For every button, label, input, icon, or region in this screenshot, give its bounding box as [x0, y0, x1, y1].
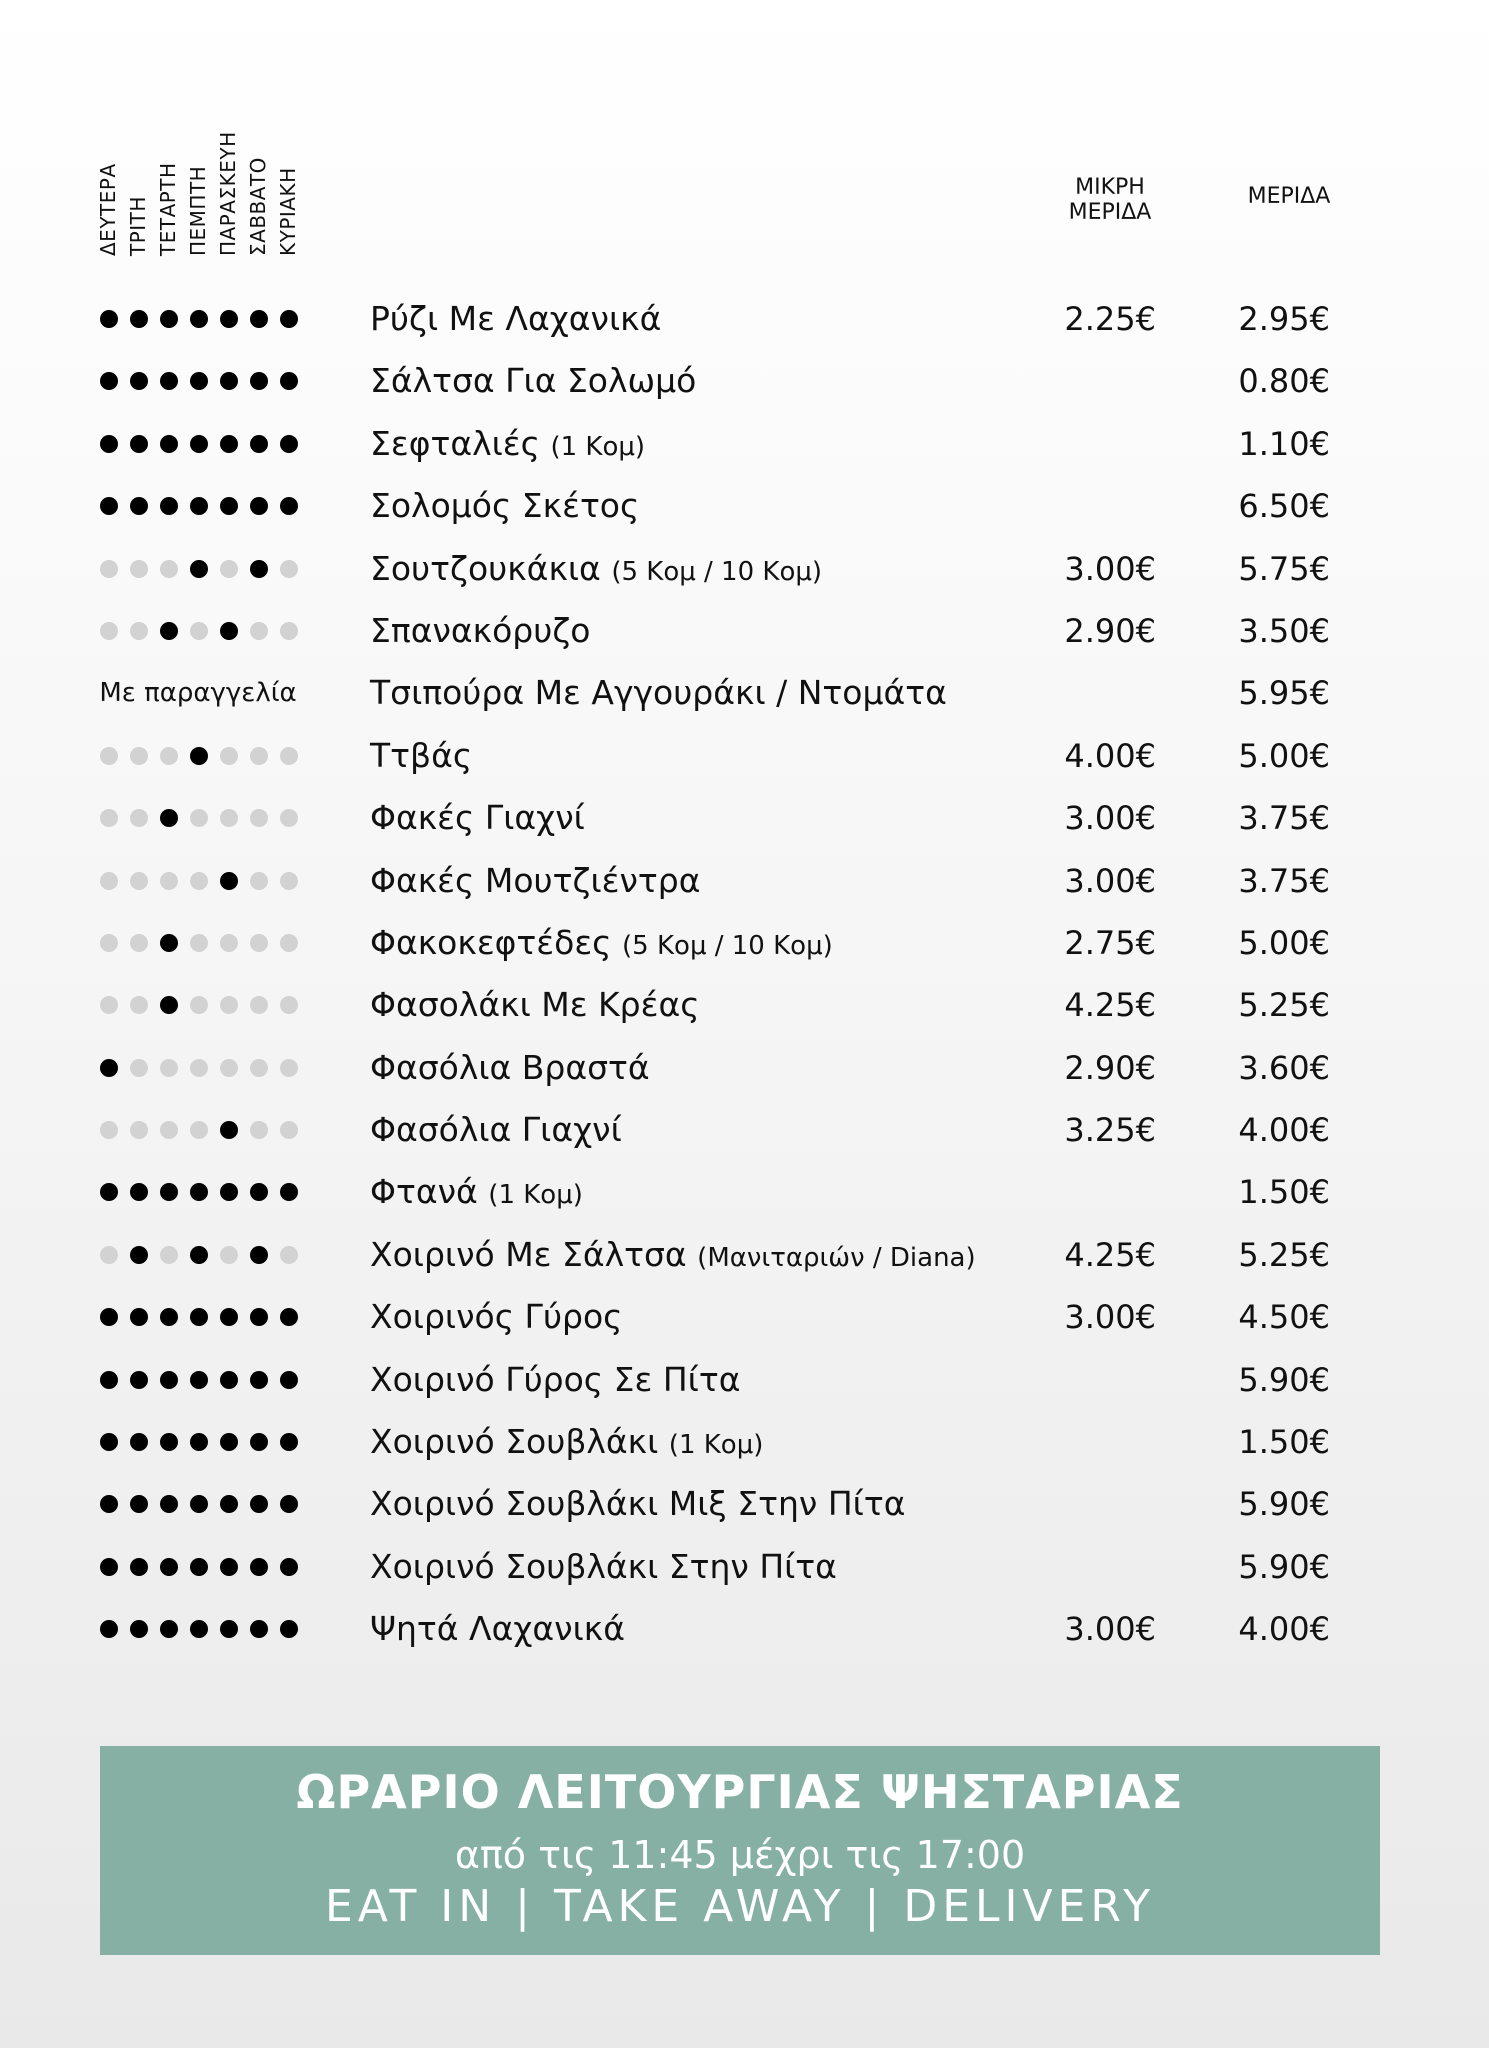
available-dot: [220, 310, 238, 328]
unavailable-dot: [280, 1246, 298, 1264]
available-dot: [220, 1620, 238, 1638]
dish-name: Φτανά: [370, 1172, 478, 1212]
available-dot: [100, 1620, 118, 1638]
unavailable-dot: [280, 1059, 298, 1077]
availability-dots: [100, 868, 310, 894]
available-dot: [190, 1620, 208, 1638]
price-small-portion: 4.25€: [1064, 1235, 1156, 1274]
available-dot: [220, 372, 238, 390]
dish-name: Χοιρινό Σουβλάκι Μιξ Στην Πίτα: [370, 1484, 906, 1524]
dish-quantity-note: (5 Κομ / 10 Κομ): [611, 556, 823, 587]
column-header-portion: ΜΕΡΙΔΑ: [1247, 184, 1331, 209]
availability-dots: [100, 493, 310, 519]
available-dot: [100, 1183, 118, 1201]
unavailable-dot: [220, 560, 238, 578]
day-label-monday: ΔΕΥΤΕΡΑ: [96, 163, 120, 256]
available-dot: [190, 1308, 208, 1326]
unavailable-dot: [250, 747, 268, 765]
availability-dots: [100, 1117, 310, 1143]
available-dot: [280, 1433, 298, 1451]
available-dot: [250, 1308, 268, 1326]
unavailable-dot: [100, 1121, 118, 1139]
price-portion: 5.00€: [1238, 736, 1330, 775]
unavailable-dot: [100, 560, 118, 578]
price-portion: 5.90€: [1238, 1547, 1330, 1586]
available-dot: [190, 1371, 208, 1389]
day-label-sunday: ΚΥΡΙΑΚΗ: [276, 167, 300, 256]
unavailable-dot: [220, 1059, 238, 1077]
dish-name-line: [370, 612, 590, 650]
unavailable-dot: [280, 1121, 298, 1139]
available-dot: [250, 560, 268, 578]
dish-name: Φασολάκι Με Κρέας: [370, 985, 700, 1025]
dish-name: Φακές Μουτζιέντρα: [370, 860, 701, 900]
available-dot: [280, 1495, 298, 1513]
price-small-portion: 3.00€: [1064, 861, 1156, 900]
price-portion: 5.00€: [1238, 923, 1330, 962]
dish-name: Σάλτσα Για Σολωμό: [370, 361, 697, 401]
available-dot: [250, 1246, 268, 1264]
available-dot: [280, 1620, 298, 1638]
available-dot: [250, 497, 268, 515]
unavailable-dot: [280, 872, 298, 890]
available-dot: [160, 809, 178, 827]
menu-item-row: [0, 1598, 1489, 1660]
unavailable-dot: [190, 1059, 208, 1077]
available-dot: [190, 1246, 208, 1264]
banner-hours: από τις 11:45 μέχρι τις 17:00: [454, 1833, 1026, 1877]
price-portion: 3.60€: [1238, 1048, 1330, 1087]
menu-item-row: [0, 1349, 1489, 1411]
available-dot: [130, 310, 148, 328]
order-only-note: Με παραγγελία: [99, 678, 297, 709]
price-portion: 3.50€: [1238, 611, 1330, 650]
price-small-portion: 2.90€: [1064, 611, 1156, 650]
dish-name: Χοιρινό Γύρος Σε Πίτα: [370, 1359, 741, 1399]
dish-name-line: [370, 1111, 622, 1149]
dish-name: Τσιπούρα Με Αγγουράκι / Ντομάτα: [370, 673, 947, 713]
availability-dots: [100, 1429, 310, 1455]
unavailable-dot: [250, 1121, 268, 1139]
unavailable-dot: [220, 934, 238, 952]
available-dot: [100, 372, 118, 390]
dish-name-line: [370, 1361, 740, 1399]
available-dot: [250, 372, 268, 390]
dish-name: Σολομός Σκέτος: [370, 486, 640, 526]
available-dot: [250, 1371, 268, 1389]
available-dot: [220, 1558, 238, 1576]
available-dot: [100, 497, 118, 515]
available-dot: [250, 1183, 268, 1201]
dish-name: Χοιρινό Με Σάλτσα: [370, 1234, 687, 1274]
availability-dots: [100, 805, 310, 831]
available-dot: [190, 372, 208, 390]
price-small-portion: 2.90€: [1064, 1048, 1156, 1087]
price-small-portion: 3.00€: [1064, 1610, 1156, 1649]
dish-quantity-note: (1 Κομ): [550, 431, 646, 462]
availability-dots: [100, 992, 310, 1018]
menu-item-row: [0, 725, 1489, 787]
available-dot: [280, 1558, 298, 1576]
unavailable-dot: [160, 1059, 178, 1077]
price-portion: 1.10€: [1238, 424, 1330, 463]
menu-item-row: [0, 600, 1489, 662]
availability-dots: [100, 1616, 310, 1642]
dish-name: Ρύζι Με Λαχανικά: [370, 299, 662, 338]
price-portion: 1.50€: [1238, 1173, 1330, 1212]
available-dot: [280, 1371, 298, 1389]
menu-item-row: [0, 538, 1489, 600]
unavailable-dot: [130, 1121, 148, 1139]
available-dot: [250, 1495, 268, 1513]
dish-name: Σουτζουκάκια: [370, 548, 601, 588]
available-dot: [160, 1371, 178, 1389]
unavailable-dot: [100, 809, 118, 827]
available-dot: [280, 1308, 298, 1326]
unavailable-dot: [280, 622, 298, 640]
dish-name: Φασόλια Βραστά: [370, 1047, 650, 1087]
available-dot: [220, 622, 238, 640]
unavailable-dot: [220, 1246, 238, 1264]
availability-dots: [100, 743, 310, 769]
menu-item-row: [0, 974, 1489, 1036]
available-dot: [190, 747, 208, 765]
available-dot: [160, 1558, 178, 1576]
dish-name-line: [370, 1049, 650, 1087]
available-dot: [130, 372, 148, 390]
available-dot: [190, 1433, 208, 1451]
availability-dots: [100, 1242, 310, 1268]
available-dot: [250, 435, 268, 453]
price-portion: 1.50€: [1238, 1423, 1330, 1462]
dish-name-line: [370, 1173, 583, 1214]
availability-dots: [100, 431, 310, 457]
day-label-tuesday: ΤΡΙΤΗ: [126, 196, 150, 256]
dish-name-line: [370, 986, 700, 1024]
day-label-thursday: ΠΕΜΠΤΗ: [186, 165, 210, 256]
dish-name: Σπανακόρυζο: [370, 610, 591, 650]
dish-name: Φακές Γιαχνί: [370, 798, 585, 838]
banner-title: ΩΡΑΡΙΟ ΛΕΙΤΟΥΡΓΙΑΣ ΨΗΣΤΑΡΙΑΣ: [296, 1765, 1184, 1819]
availability-dots: [100, 930, 310, 956]
available-dot: [190, 1183, 208, 1201]
available-dot: [130, 1371, 148, 1389]
unavailable-dot: [220, 996, 238, 1014]
price-small-portion: 4.25€: [1064, 986, 1156, 1025]
banner-service-modes: EAT IN | TAKE AWAY | DELIVERY: [324, 1881, 1156, 1932]
dish-name: Ττβάς: [370, 735, 473, 775]
menu-item-row: [0, 1473, 1489, 1535]
unavailable-dot: [190, 622, 208, 640]
unavailable-dot: [280, 934, 298, 952]
dish-name: Φακοκεφτέδες: [370, 922, 612, 962]
dish-name-line: [370, 1423, 763, 1464]
available-dot: [190, 560, 208, 578]
price-portion: 5.90€: [1238, 1360, 1330, 1399]
available-dot: [160, 1183, 178, 1201]
unavailable-dot: [100, 747, 118, 765]
available-dot: [250, 1620, 268, 1638]
available-dot: [220, 1183, 238, 1201]
unavailable-dot: [130, 747, 148, 765]
price-portion: 4.00€: [1238, 1610, 1330, 1649]
unavailable-dot: [160, 1121, 178, 1139]
available-dot: [130, 1433, 148, 1451]
price-portion: 5.25€: [1238, 1235, 1330, 1274]
available-dot: [280, 497, 298, 515]
unavailable-dot: [250, 1059, 268, 1077]
dish-name-line: [370, 674, 947, 712]
dish-name-line: [370, 1548, 837, 1586]
price-small-portion: 3.25€: [1064, 1111, 1156, 1150]
available-dot: [250, 310, 268, 328]
available-dot: [100, 1059, 118, 1077]
unavailable-dot: [160, 1246, 178, 1264]
unavailable-dot: [250, 622, 268, 640]
available-dot: [130, 1495, 148, 1513]
available-dot: [250, 1558, 268, 1576]
unavailable-dot: [190, 1121, 208, 1139]
price-small-portion: 3.00€: [1064, 1298, 1156, 1337]
available-dot: [250, 1433, 268, 1451]
menu-item-row: [0, 1286, 1489, 1348]
available-dot: [280, 310, 298, 328]
available-dot: [160, 934, 178, 952]
dish-name-line: [370, 1485, 905, 1523]
unavailable-dot: [130, 996, 148, 1014]
unavailable-dot: [100, 622, 118, 640]
dish-name: Χοιρινό Σουβλάκι Στην Πίτα: [370, 1546, 837, 1586]
available-dot: [160, 622, 178, 640]
available-dot: [130, 1246, 148, 1264]
available-dot: [160, 310, 178, 328]
available-dot: [130, 435, 148, 453]
unavailable-dot: [250, 934, 268, 952]
unavailable-dot: [250, 809, 268, 827]
unavailable-dot: [280, 560, 298, 578]
unavailable-dot: [100, 996, 118, 1014]
available-dot: [160, 497, 178, 515]
unavailable-dot: [220, 809, 238, 827]
dish-name-line: [370, 1298, 623, 1336]
column-header-small-portion: ΜΙΚΡΗ ΜΕΡΙΔΑ: [1068, 175, 1152, 225]
price-small-portion: 4.00€: [1064, 736, 1156, 775]
dish-name-line: [370, 550, 822, 591]
price-portion: 6.50€: [1238, 487, 1330, 526]
dish-name: Φασόλια Γιαχνί: [370, 1110, 622, 1150]
price-portion: 2.95€: [1238, 300, 1330, 338]
unavailable-dot: [160, 560, 178, 578]
unavailable-dot: [190, 809, 208, 827]
menu-item-row: [0, 413, 1489, 475]
price-small-portion: 3.00€: [1064, 549, 1156, 588]
menu-item-row: [0, 912, 1489, 974]
price-portion: 5.75€: [1238, 549, 1330, 588]
unavailable-dot: [250, 996, 268, 1014]
available-dot: [100, 1308, 118, 1326]
available-dot: [190, 435, 208, 453]
availability-dots: [100, 1367, 310, 1393]
available-dot: [100, 310, 118, 328]
dish-name-line: [370, 487, 639, 525]
available-dot: [190, 310, 208, 328]
available-dot: [160, 1620, 178, 1638]
unavailable-dot: [100, 872, 118, 890]
availability-dots: [100, 306, 310, 332]
available-dot: [190, 1495, 208, 1513]
available-dot: [220, 1495, 238, 1513]
available-dot: [160, 1495, 178, 1513]
price-portion: 4.00€: [1238, 1111, 1330, 1150]
available-dot: [220, 1121, 238, 1139]
dish-name: Χοιρινό Σουβλάκι: [370, 1422, 659, 1462]
available-dot: [220, 1308, 238, 1326]
dish-name: Ψητά Λαχανικά: [370, 1609, 625, 1649]
price-portion: 4.50€: [1238, 1298, 1330, 1337]
dish-quantity-note: (Μανιταριών / Diana): [697, 1242, 976, 1273]
unavailable-dot: [130, 622, 148, 640]
unavailable-dot: [130, 872, 148, 890]
unavailable-dot: [130, 560, 148, 578]
menu-item-row: [0, 1099, 1489, 1161]
dish-name: Χοιρινός Γύρος: [370, 1297, 623, 1337]
unavailable-dot: [130, 1059, 148, 1077]
availability-dots: [100, 368, 310, 394]
opening-hours-banner: [100, 1746, 1380, 1955]
available-dot: [220, 497, 238, 515]
days-header: [96, 110, 306, 256]
available-dot: [160, 996, 178, 1014]
unavailable-dot: [280, 996, 298, 1014]
price-portion: 3.75€: [1238, 799, 1330, 838]
menu-item-row: [0, 475, 1489, 537]
dish-quantity-note: (5 Κομ / 10 Κομ): [622, 930, 833, 961]
unavailable-dot: [100, 934, 118, 952]
availability-dots: [100, 1554, 310, 1580]
price-small-portion: 3.00€: [1064, 799, 1156, 838]
available-dot: [130, 1183, 148, 1201]
available-dot: [100, 1558, 118, 1576]
unavailable-dot: [280, 747, 298, 765]
menu-item-row: [0, 350, 1489, 412]
dish-name-line: [370, 799, 585, 837]
dish-name-line: [370, 737, 472, 775]
menu-list: [0, 288, 1489, 1661]
available-dot: [220, 435, 238, 453]
dish-name-line: [370, 862, 700, 900]
price-small-portion: 2.75€: [1064, 923, 1156, 962]
price-portion: 3.75€: [1238, 861, 1330, 900]
menu-item-row: [0, 850, 1489, 912]
dish-quantity-note: (1 Κομ): [668, 1430, 764, 1461]
available-dot: [100, 1371, 118, 1389]
dish-name: Σεφταλιές: [370, 423, 540, 463]
dish-name-line: [370, 425, 645, 466]
available-dot: [190, 497, 208, 515]
availability-dots: [100, 1491, 310, 1517]
available-dot: [160, 1308, 178, 1326]
unavailable-dot: [250, 872, 268, 890]
available-dot: [160, 435, 178, 453]
available-dot: [190, 1558, 208, 1576]
available-dot: [100, 1433, 118, 1451]
dish-name-line: [370, 924, 833, 965]
unavailable-dot: [280, 809, 298, 827]
available-dot: [220, 872, 238, 890]
menu-item-row: [0, 662, 1489, 724]
available-dot: [130, 497, 148, 515]
day-label-saturday: ΣΑΒΒΑΤΟ: [246, 157, 270, 256]
menu-item-row: [0, 1224, 1489, 1286]
availability-dots: [100, 618, 310, 644]
menu-item-row: [0, 1411, 1489, 1473]
day-label-friday: ΠΑΡΑΣΚΕΥΗ: [216, 131, 240, 256]
availability-dots: [100, 1304, 310, 1330]
available-dot: [220, 1371, 238, 1389]
price-portion: 5.90€: [1238, 1485, 1330, 1524]
menu-item-row: [0, 787, 1489, 849]
available-dot: [100, 1495, 118, 1513]
unavailable-dot: [130, 809, 148, 827]
available-dot: [130, 1308, 148, 1326]
availability-dots: [100, 1055, 310, 1081]
price-portion: 0.80€: [1238, 362, 1330, 401]
day-label-wednesday: ΤΕΤΑΡΤΗ: [156, 162, 180, 256]
dish-quantity-note: (1 Κομ): [488, 1180, 583, 1211]
price-small-portion: 2.25€: [1064, 300, 1156, 338]
availability-dots: [100, 1179, 310, 1205]
available-dot: [280, 372, 298, 390]
dish-name-line: [370, 362, 696, 400]
availability-dots: [100, 556, 310, 582]
available-dot: [100, 435, 118, 453]
unavailable-dot: [160, 872, 178, 890]
unavailable-dot: [100, 1246, 118, 1264]
unavailable-dot: [160, 747, 178, 765]
unavailable-dot: [190, 934, 208, 952]
price-portion: 5.95€: [1238, 674, 1330, 713]
price-portion: 5.25€: [1238, 986, 1330, 1025]
unavailable-dot: [130, 934, 148, 952]
available-dot: [220, 1433, 238, 1451]
unavailable-dot: [220, 747, 238, 765]
available-dot: [130, 1558, 148, 1576]
unavailable-dot: [190, 996, 208, 1014]
dish-name-line: [370, 1236, 976, 1277]
available-dot: [280, 435, 298, 453]
available-dot: [130, 1620, 148, 1638]
dish-name-line: [370, 1610, 625, 1648]
dish-name-line: [370, 300, 661, 338]
available-dot: [160, 1433, 178, 1451]
menu-item-row: [0, 288, 1489, 350]
unavailable-dot: [190, 872, 208, 890]
menu-item-row: [0, 1536, 1489, 1598]
available-dot: [280, 1183, 298, 1201]
menu-item-row: [0, 1161, 1489, 1223]
available-dot: [160, 372, 178, 390]
menu-item-row: [0, 1037, 1489, 1099]
